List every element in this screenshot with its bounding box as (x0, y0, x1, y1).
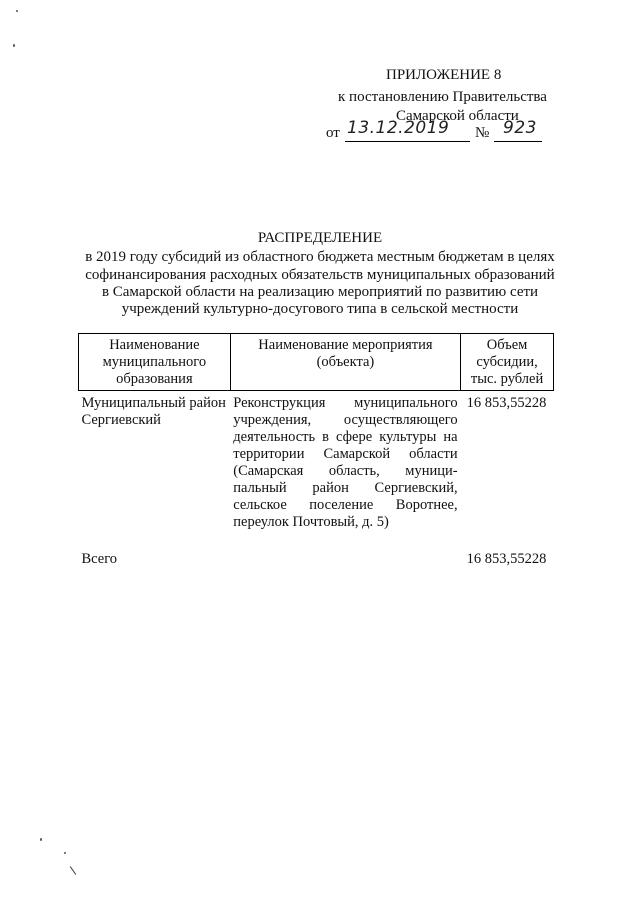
number-underline (494, 141, 542, 142)
table-total-row (79, 531, 554, 568)
scan-speck (16, 10, 18, 12)
total-amount: 16 853,55228 (466, 551, 547, 567)
title-line-2: софинансирования расходных обязательств муниципальных образований (85, 267, 555, 283)
amount-cell: 16 853,55228 (466, 395, 547, 411)
handwritten-number: 923 (503, 118, 537, 138)
table-header-row (79, 334, 554, 391)
column-header-amount: Объем субсидии, тыс. рублей (461, 334, 554, 391)
resolution-ref: к постановлению Правительства (338, 89, 547, 105)
municipality-cell: Муниципальный район Сергиевский (81, 395, 226, 428)
date-underline (345, 141, 470, 142)
scan-stroke (70, 866, 77, 875)
scan-speck (64, 852, 66, 854)
distribution-table (78, 333, 554, 568)
title-line-4: учреждений культурно-досугового типа в сельской местности (121, 301, 519, 317)
scan-speck (40, 838, 42, 841)
appendix-label: ПРИЛОЖЕНИЕ 8 (386, 67, 502, 83)
date-prefix: от (326, 125, 340, 141)
title-line-3: в Самарской области на реализацию мероприятий по развитию сети (101, 284, 539, 300)
number-prefix: № (475, 125, 490, 141)
column-header-event: Наименование мероприятия (объекта) (230, 334, 460, 391)
column-header-municipality: Наименование муниципального образования (79, 334, 231, 391)
table-row (79, 391, 554, 532)
scan-speck (13, 44, 15, 47)
document-title: РАСПРЕДЕЛЕНИЕ (257, 230, 383, 246)
total-spacer (230, 531, 460, 568)
government-name: Самарской области (396, 108, 519, 124)
handwritten-date: 13.12.2019 (347, 118, 450, 138)
title-line-1: в 2019 году субсидий из областного бюджета местным бюджетам в целях (85, 249, 555, 265)
total-label: Всего (81, 551, 118, 567)
event-cell: Реконструкция муниципального учреждения, осуществляющего деятельность в сфере культуры на территории Самарской области (Самарская область, муници-пальный район Сергиевский, сельское поселение Воротнее, переулок Почтовый, д. 5) (233, 395, 458, 530)
